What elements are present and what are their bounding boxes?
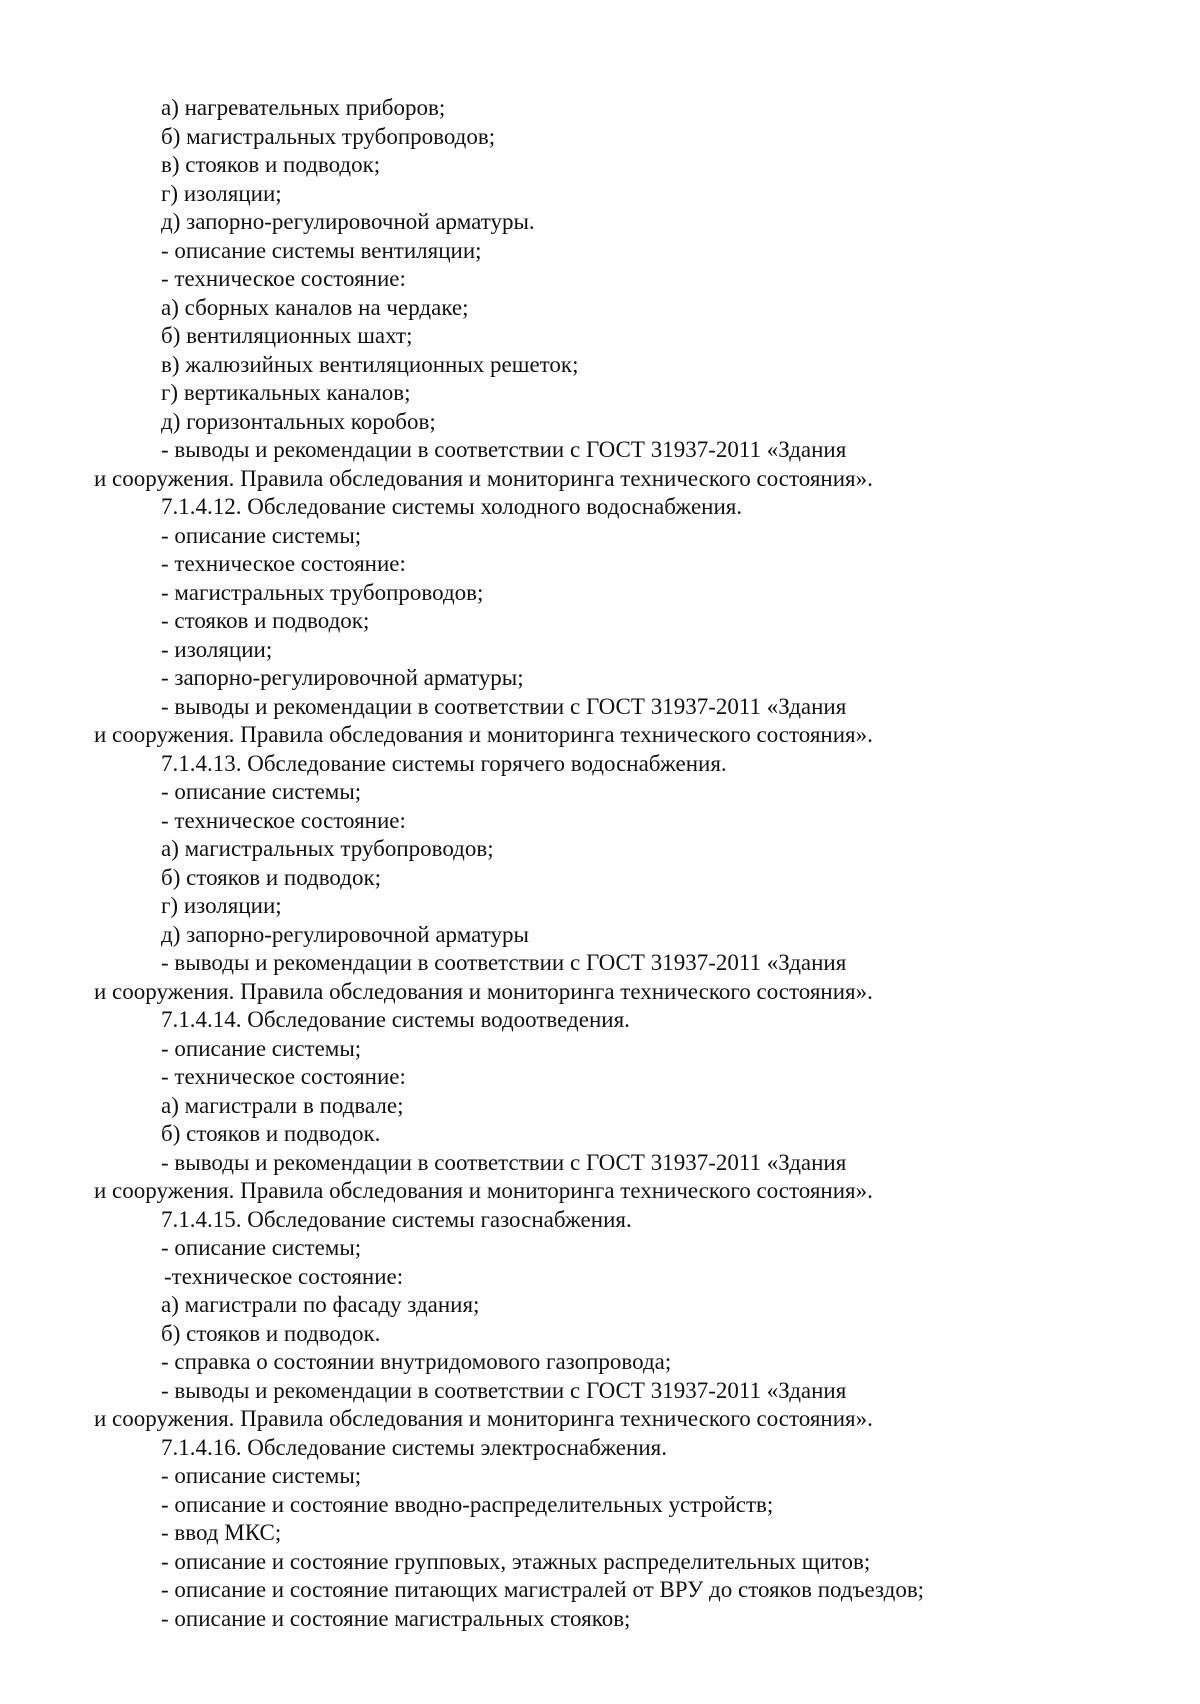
text-line: а) магистральных трубопроводов;	[161, 836, 494, 861]
text-line: - техническое состояние:	[161, 1064, 406, 1089]
text-line: - техническое состояние:	[161, 807, 406, 833]
text-line: д) запорно-регулировочной арматуры	[161, 921, 529, 947]
text-line: - описание системы;	[161, 522, 362, 548]
section-heading: 7.1.4.15. Обследование системы газоснабжения.	[161, 1206, 632, 1232]
text-line: -техническое состояние:	[164, 1263, 404, 1289]
text-line: б) стояков и подводок;	[161, 864, 382, 890]
section-heading: 7.1.4.16. Обследование системы электроснабжения.	[161, 1434, 667, 1460]
text-line: и сооружения. Правила обследования и мониторинга технического состояния».	[94, 978, 873, 1004]
text-line: д) горизонтальных коробов;	[161, 408, 436, 434]
document-body	[94, 94, 1134, 1633]
text-line: а) сборных каналов на чердаке;	[161, 294, 469, 320]
text-line: - запорно-регулировочной арматуры;	[161, 665, 524, 690]
section-heading: 7.1.4.13. Обследование системы горячего водоснабжения.	[161, 750, 727, 776]
text-line: - справка о состоянии внутридомового газопровода;	[161, 1349, 672, 1374]
text-line: - выводы и рекомендации в соответствии с ГОСТ 31937-2011 «Здания	[161, 950, 847, 975]
text-line: - ввод МКС;	[161, 1520, 282, 1545]
text-line: б) магистральных трубопроводов;	[161, 123, 496, 149]
text-line: - выводы и рекомендации в соответствии с ГОСТ 31937-2011 «Здания	[161, 1149, 847, 1175]
text-line: - описание и состояние вводно-распределительных устройств;	[161, 1491, 774, 1517]
text-line: - техническое состояние:	[161, 266, 406, 291]
section-heading: 7.1.4.14. Обследование системы водоотведения.	[161, 1007, 630, 1032]
text-line: - описание системы;	[161, 1035, 362, 1061]
text-line: г) изоляции;	[161, 180, 282, 206]
text-line: а) магистрали в подвале;	[161, 1092, 404, 1118]
text-line: - выводы и рекомендации в соответствии с ГОСТ 31937-2011 «Здания	[161, 693, 847, 719]
text-line: - выводы и рекомендации в соответствии с ГОСТ 31937-2011 «Здания	[161, 1377, 847, 1403]
text-line: б) вентиляционных шахт;	[161, 323, 413, 348]
text-line: а) нагревательных приборов;	[161, 95, 446, 120]
text-line: д) запорно-регулировочной арматуры.	[161, 209, 535, 234]
text-line: и сооружения. Правила обследования и мониторинга технического состояния».	[94, 722, 873, 747]
text-line: в) жалюзийных вентиляционных решеток;	[161, 351, 579, 377]
text-line: - описание и состояние питающих магистралей от ВРУ до стояков подъездов;	[161, 1577, 925, 1602]
text-line: и сооружения. Правила обследования и мониторинга технического состояния».	[94, 1406, 873, 1431]
text-line: - описание системы вентиляции;	[161, 237, 482, 263]
text-line: в) стояков и подводок;	[161, 152, 381, 177]
text-line: г) вертикальных каналов;	[161, 380, 411, 405]
text-line: а) магистрали по фасаду здания;	[161, 1292, 480, 1317]
text-line: и сооружения. Правила обследования и мониторинга технического состояния».	[94, 465, 873, 491]
text-line: - стояков и подводок;	[161, 608, 370, 633]
text-line: б) стояков и подводок.	[161, 1121, 381, 1146]
text-line: - описание системы;	[161, 779, 362, 804]
text-line: - магистральных трубопроводов;	[161, 579, 484, 605]
text-line: г) изоляции;	[161, 893, 282, 918]
text-line: б) стояков и подводок.	[161, 1320, 381, 1346]
text-line: - изоляции;	[161, 636, 273, 662]
text-line: - выводы и рекомендации в соответствии с ГОСТ 31937-2011 «Здания	[161, 437, 847, 462]
section-heading: 7.1.4.12. Обследование системы холодного водоснабжения.	[161, 494, 743, 519]
text-line: - описание системы;	[161, 1463, 362, 1488]
text-line: - техническое состояние:	[161, 551, 406, 576]
text-line: - описание и состояние магистральных стояков;	[161, 1605, 631, 1631]
text-line: - описание системы;	[161, 1235, 362, 1260]
text-line: и сооружения. Правила обследования и мониторинга технического состояния».	[94, 1178, 873, 1203]
text-line: - описание и состояние групповых, этажных распределительных щитов;	[161, 1548, 871, 1574]
